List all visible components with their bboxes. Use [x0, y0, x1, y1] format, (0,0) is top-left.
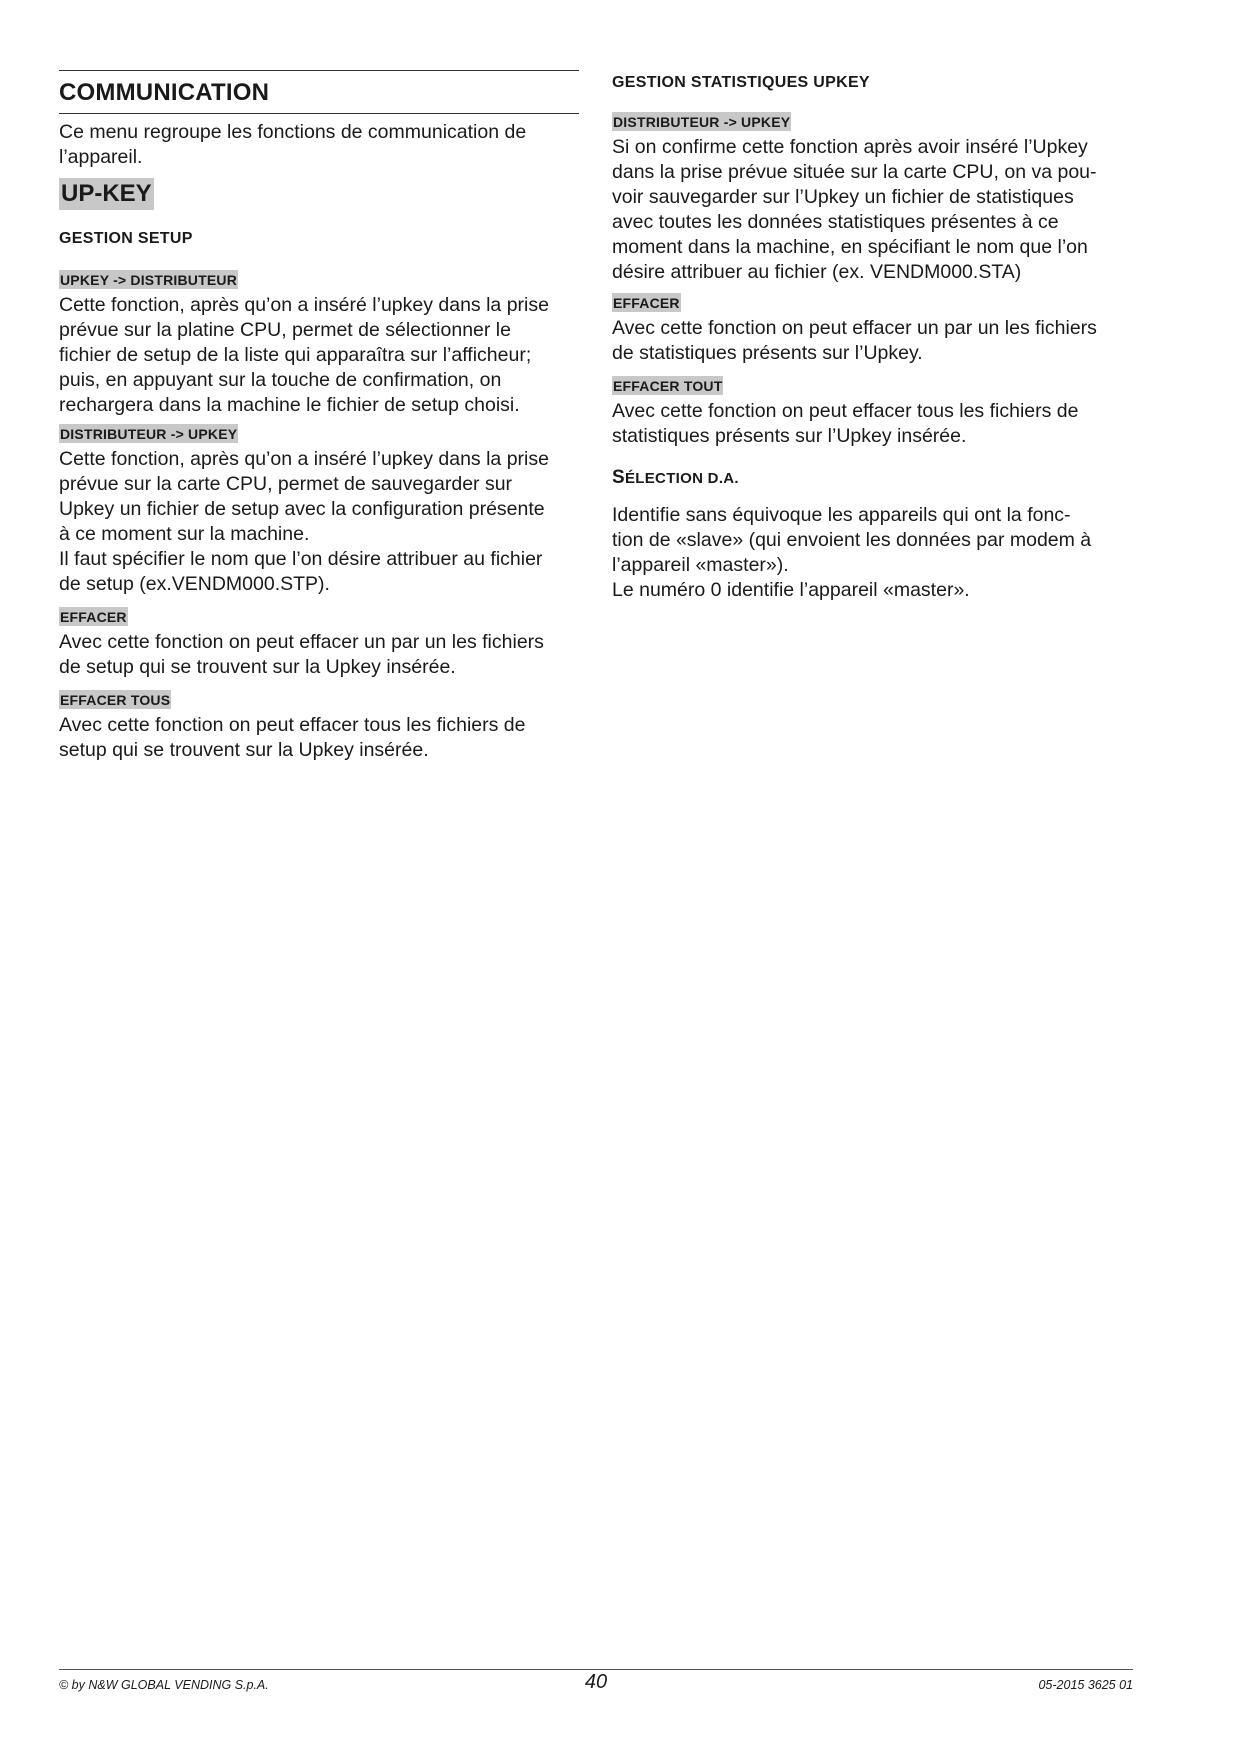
page-title: COMMUNICATION [59, 70, 579, 114]
selection-da-heading-initial: S [612, 467, 625, 488]
gestion-statistiques-heading: GESTION STATISTIQUES UPKEY [612, 74, 870, 91]
left-column [59, 70, 579, 763]
stat-effacer-tout-label: EFFACER TOUT [613, 378, 723, 394]
upkey-subtitle: UP-KEY [59, 178, 154, 210]
effacer-tous-text: Avec cette fonction on peut effacer tous les fichiers de setup qui se trouvent sur la Upkey insérée. [59, 714, 526, 761]
effacer-text: Avec cette fonction on peut effacer un par un les fichiers de setup qui se trouvent sur la Upkey insérée. [59, 631, 544, 678]
stat-effacer-label: EFFACER [613, 295, 680, 311]
upkey-to-distributeur-label: UPKEY -> DISTRIBUTEUR [60, 272, 238, 288]
stat-distributeur-to-upkey-text: Si on confirme cette fonction après avoir inséré l’Upkey dans la prise prévue située sur la carte CPU, on va pou- voir sauvegarder sur l’Upkey un fichier de statistiques avec toutes les données statistiques présentes à ce moment dans la machine, en spécifiant le nom que l’on désire attribuer au fichier (ex. VENDM000.STA) [612, 136, 1097, 283]
footer-reference: 05-2015 3625 01 [1038, 1678, 1133, 1692]
page-number: 40 [584, 1671, 608, 1693]
page-footer [59, 1669, 1133, 1700]
selection-da-heading [612, 467, 1132, 489]
upkey-to-distributeur-block [59, 270, 579, 418]
intro-text: Ce menu regroupe les fonctions de communication de l’appareil. [59, 121, 527, 168]
selection-da-heading-rest: ÉLECTION D.A. [624, 470, 739, 487]
effacer-tous-label: EFFACER TOUS [60, 692, 171, 708]
stat-effacer-text: Avec cette fonction on peut effacer un par un les fichiers de statistiques présents sur l’Upkey. [612, 317, 1097, 364]
gestion-setup-heading: GESTION SETUP [59, 230, 193, 247]
distributeur-to-upkey-text: Cette fonction, après qu’on a inséré l’upkey dans la prise prévue sur la carte CPU, permet de sauvegarder sur Upkey un fichier de setup avec la configuration présente à ce moment sur la machine. Il faut spécifier le nom que l’on désire attribuer au fichier de setup (ex.VENDM000.STP). [59, 448, 549, 595]
effacer-tous-block [59, 690, 579, 763]
effacer-block [59, 607, 579, 680]
stat-effacer-tout-text: Avec cette fonction on peut effacer tous les fichiers de statistiques présents sur l’Upkey insérée. [612, 400, 1079, 447]
distributeur-to-upkey-block [59, 424, 579, 597]
stat-distributeur-to-upkey-block [612, 112, 1132, 285]
footer-copyright: © by N&W GLOBAL VENDING S.p.A. [59, 1678, 269, 1692]
right-column [612, 70, 1132, 603]
stat-distributeur-to-upkey-label: DISTRIBUTEUR -> UPKEY [613, 114, 791, 130]
stat-effacer-block [612, 293, 1132, 366]
selection-da-text: Identifie sans équivoque les appareils qui ont la fonc- tion de «slave» (qui envoient les données par modem à l’appareil «master»). Le numéro 0 identifie l’appareil «master». [612, 504, 1092, 601]
effacer-label: EFFACER [60, 609, 127, 625]
distributeur-to-upkey-label: DISTRIBUTEUR -> UPKEY [60, 426, 238, 442]
stat-effacer-tout-block [612, 376, 1132, 449]
upkey-to-distributeur-text: Cette fonction, après qu’on a inséré l’upkey dans la prise prévue sur la platine CPU, permet de sélectionner le fichier de setup de la liste qui apparaîtra sur l’afficheur; puis, en appuyant sur la touche de confirmation, on rechargera dans la machine le fichier de setup choisi. [59, 294, 549, 416]
